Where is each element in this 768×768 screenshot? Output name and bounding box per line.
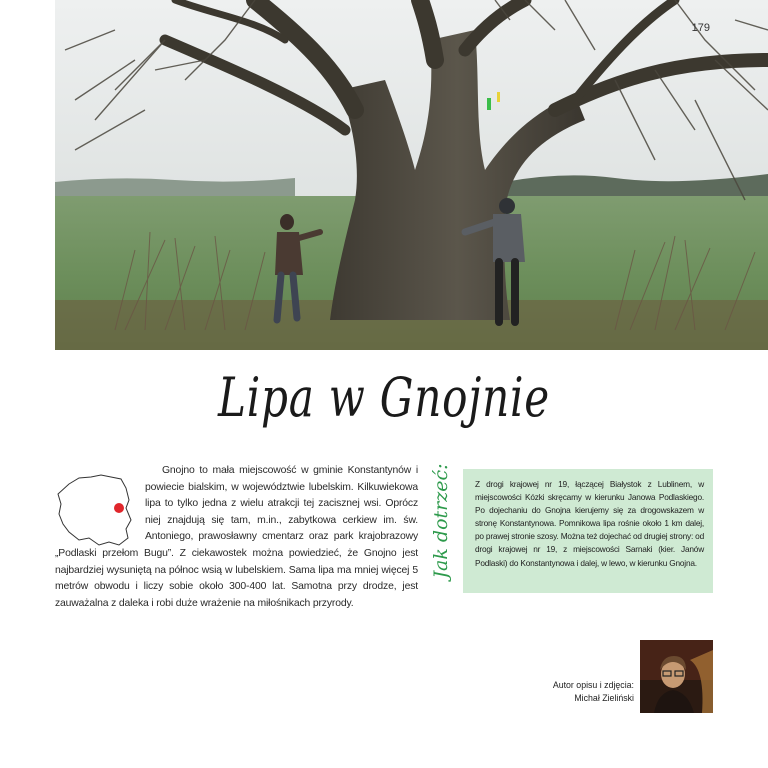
directions-text: Z drogi krajowej nr 19, łączącej Białystok z Lublinem, w miejscowości Kózki skręcamy w kierunku Janowa Podlaskiego. Po dojechaniu do Gnojna kierujemy się za drogowskazem w stronę Konstantynowa. Pomnikowa lipa rośnie około 1 km dalej, po prawej stronie szosy. Można też dojechać od drugiej strony: od drogi krajowej nr 19, z miejscowości Sarnaki (kier. Janów Podlaski) do Konstantynowa i dalej, w lewo, w kierunku Gnojna.	[475, 479, 704, 568]
directions-label	[426, 462, 456, 580]
author-photo	[640, 640, 713, 713]
directions-box	[463, 469, 713, 593]
article-paragraph: Gnojno to mała miejscowość w gminie Konstantynów i powiecie bialskim, w województwie lubelskim. Kilkuwiekowa lipa to tylko jedna z wielu atrakcji tej zacisznej wsi. Oprócz niej znajdują się tam, m.in., zabytkowa cerkiew im. św. Antoniego, prawosławny cmentarz oraz park krajobrazowy „Podlaski przełom Bugu”. Z ciekawostek można powiedzieć, że Gnojno jest najbardziej wysuniętą na północ wsią w lubelskiem. Sama lipa ma mniej więcej 5 metrów obwodu i liczy sobie około 300-400 lat. Samotna przy drodze, jest zauważalna z daleka i robi duże wrażenie na miłośnikach przyrody.	[55, 465, 418, 609]
linden-tree-photo	[55, 0, 768, 350]
hero-photo	[55, 0, 768, 350]
article-body	[55, 463, 418, 612]
author-label: Autor opisu i zdjęcia:	[552, 680, 634, 690]
map-float-spacer	[55, 463, 145, 543]
author-credit	[553, 679, 634, 705]
article-title: Lipa w Gnojnie	[218, 366, 550, 429]
directions-label-text: Jak dotrzeć:	[430, 463, 452, 579]
author-portrait	[640, 640, 713, 713]
author-name: Michał Zieliński	[574, 693, 634, 703]
page-number: 179	[691, 22, 710, 34]
